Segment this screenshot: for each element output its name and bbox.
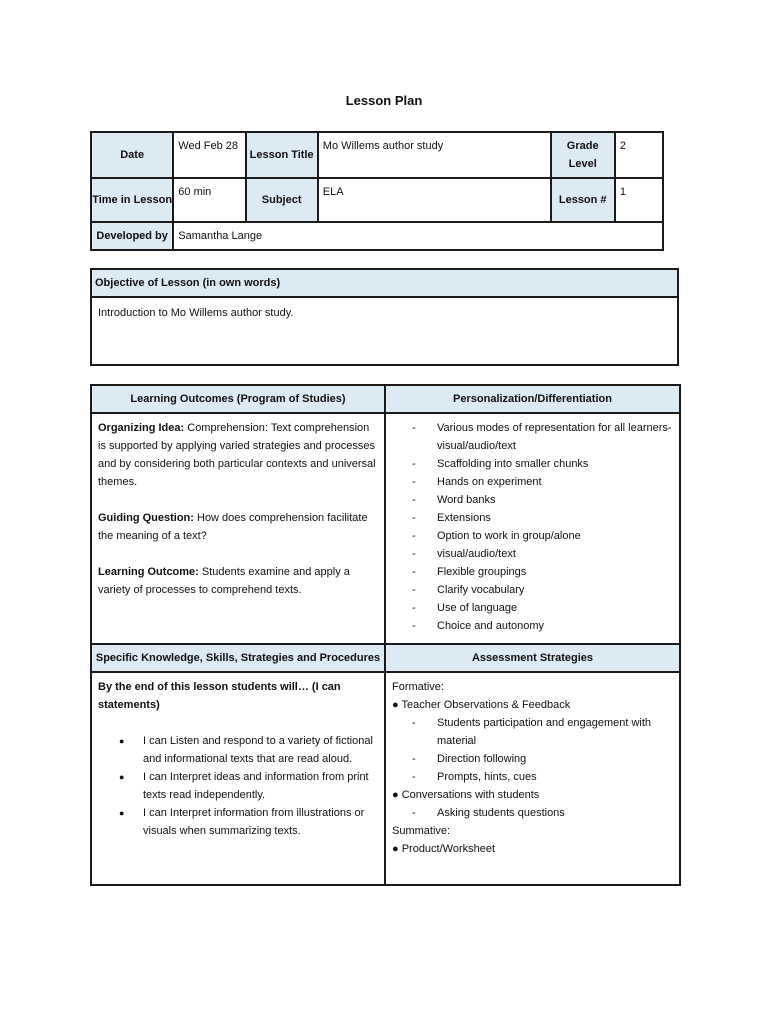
teacher-observations-list	[392, 714, 673, 786]
list-item: - Clarify vocabulary	[392, 581, 673, 599]
organizing-idea-text: Comprehension: Text comprehension is supported by applying varied strategies and processes and by considering both particular contexts and universal themes.	[98, 422, 376, 488]
guiding-question-label: Guiding Question:	[98, 512, 194, 524]
lesson-number-label: Lesson #	[551, 178, 615, 222]
knowledge-cell	[91, 672, 385, 885]
list-item: - Students participation and engagement with material	[392, 714, 673, 750]
differentiation-cell	[385, 413, 680, 644]
outcomes-header: Learning Outcomes (Program of Studies)	[91, 385, 385, 413]
subject-label: Subject	[246, 178, 318, 222]
learning-outcome	[98, 563, 378, 599]
date-label: Date	[91, 132, 173, 178]
list-item: - Various modes of representation for all learners- visual/audio/text	[392, 419, 673, 455]
learning-outcome-label: Learning Outcome:	[98, 566, 199, 578]
assessment-cell	[385, 672, 680, 885]
lesson-title-value: Mo Willems author study	[318, 132, 551, 178]
objective-header: Objective of Lesson (in own words)	[91, 269, 678, 297]
summative-label: Summative:	[392, 825, 451, 837]
grade-value: 2	[615, 132, 663, 178]
list-item: - visual/audio/text	[392, 545, 673, 563]
list-item: ● I can Interpret ideas and information from print texts read independently.	[98, 768, 378, 804]
list-item: - Hands on experiment	[392, 473, 673, 491]
page-title: Lesson Plan	[345, 93, 423, 108]
conversations-list	[392, 804, 673, 822]
date-value: Wed Feb 28	[173, 132, 245, 178]
list-item: ● I can Interpret information from illustrations or visuals when summarizing texts.	[98, 804, 378, 840]
grade-label: Grade Level	[551, 132, 615, 178]
assessment-header: Assessment Strategies	[385, 644, 680, 672]
knowledge-header: Specific Knowledge, Skills, Strategies and Procedures	[91, 644, 385, 672]
outcomes-cell	[91, 413, 385, 644]
teacher-observations: ● Teacher Observations & Feedback	[392, 699, 571, 711]
formative-label: Formative:	[392, 681, 444, 693]
list-item: - Option to work in group/alone	[392, 527, 673, 545]
differentiation-list	[392, 419, 673, 635]
developed-by-label: Developed by	[91, 222, 173, 250]
list-item: ● I can Listen and respond to a variety of fictional and informational texts that are read aloud.	[98, 732, 378, 768]
guiding-question-text: How does comprehension facilitate the meaning of a text?	[98, 512, 368, 542]
i-can-list	[98, 732, 378, 840]
list-item: - Use of language	[392, 599, 673, 617]
guiding-question	[98, 509, 378, 545]
objective-table	[90, 268, 679, 366]
time-value: 60 min	[173, 178, 245, 222]
learning-outcome-text: Students examine and apply a variety of processes to comprehend texts.	[98, 566, 350, 596]
lesson-number-value: 1	[615, 178, 663, 222]
list-item: - Word banks	[392, 491, 673, 509]
developed-by-value: Samantha Lange	[173, 222, 663, 250]
lesson-title-label: Lesson Title	[246, 132, 318, 178]
conversations: ● Conversations with students	[392, 789, 540, 801]
lesson-info-table	[90, 131, 664, 251]
lesson-details-table	[90, 384, 681, 886]
list-item: - Prompts, hints, cues	[392, 768, 673, 786]
list-item: - Choice and autonomy	[392, 617, 673, 635]
time-label: Time in Lesson	[91, 178, 173, 222]
organizing-idea-label: Organizing Idea:	[98, 422, 185, 434]
list-item: - Direction following	[392, 750, 673, 768]
knowledge-intro: By the end of this lesson students will… (I can statements)	[98, 681, 341, 711]
differentiation-header: Personalization/Differentiation	[385, 385, 680, 413]
product-worksheet: ● Product/Worksheet	[392, 843, 496, 855]
list-item: - Scaffolding into smaller chunks	[392, 455, 673, 473]
subject-value: ELA	[318, 178, 551, 222]
list-item: - Flexible groupings	[392, 563, 673, 581]
list-item: - Asking students questions	[392, 804, 673, 822]
organizing-idea	[98, 419, 378, 491]
list-item: - Extensions	[392, 509, 673, 527]
objective-text: Introduction to Mo Willems author study.	[91, 297, 678, 365]
